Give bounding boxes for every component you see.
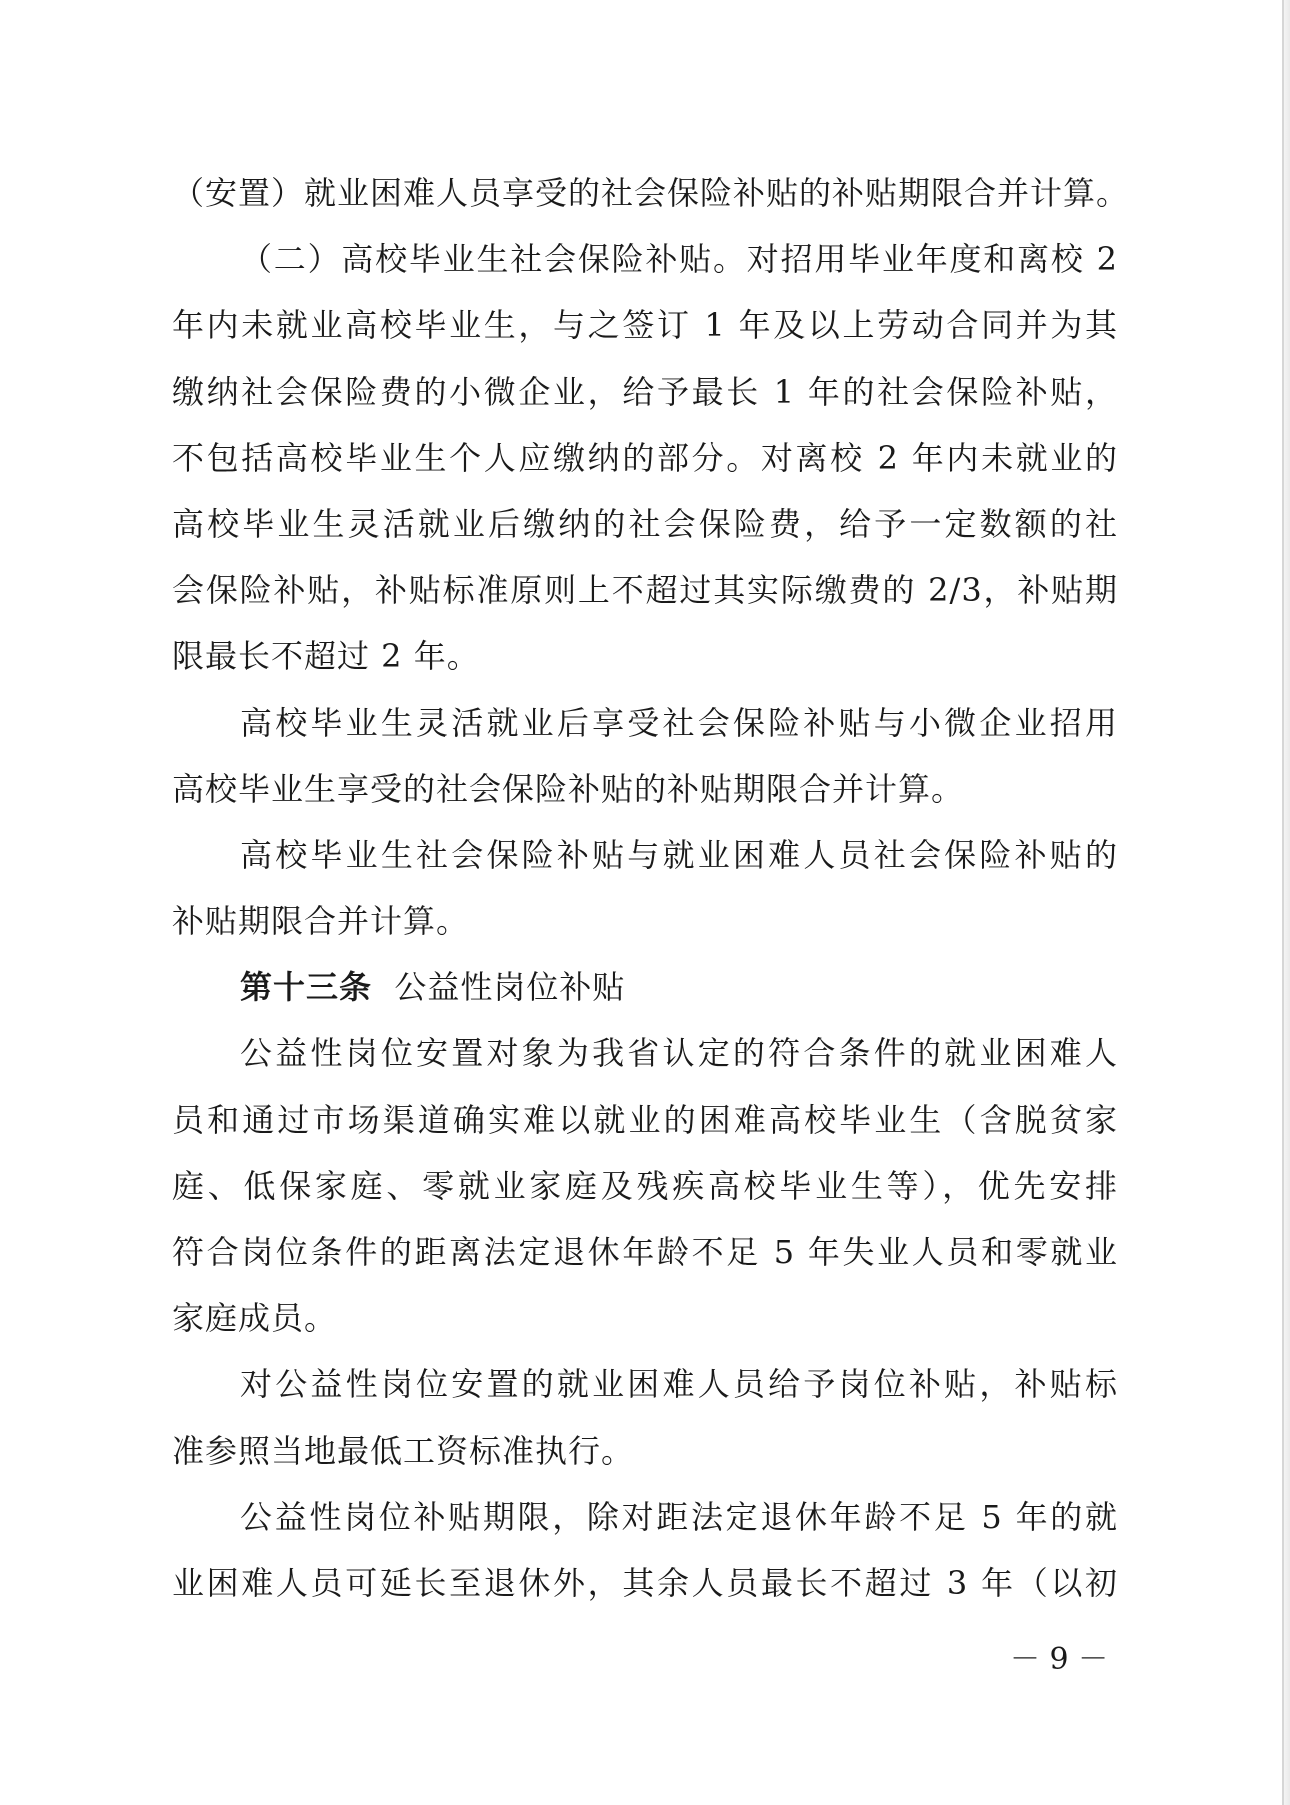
page-number: － 9 －: [1010, 1642, 1109, 1677]
text-line: 对公益性岗位安置的就业困难人员给予岗位补贴，补贴标: [240, 1365, 1118, 1404]
text-line: （二）高校毕业生社会保险补贴。对招用毕业年度和离校 2: [240, 240, 1118, 279]
text-line: 限最长不超过 2 年。: [172, 637, 480, 676]
text-line: 高校毕业生社会保险补贴与就业困难人员社会保险补贴的: [240, 835, 1118, 874]
text-line: 年内未就业高校毕业生，与之签订 1 年及以上劳动合同并为其: [172, 306, 1118, 345]
text-line: 补贴期限合并计算。: [172, 902, 470, 941]
text-line: （安置）就业困难人员享受的社会保险补贴的补贴期限合并计算。: [172, 174, 1130, 212]
text-line: 会保险补贴，补贴标准原则上不超过其实际缴费的 2/3，补贴期: [172, 571, 1118, 610]
text-line: 家庭成员。: [172, 1299, 338, 1338]
text-line: 高校毕业生享受的社会保险补贴的补贴期限合并计算。: [172, 769, 965, 808]
text-line: 员和通过市场渠道确实难以就业的困难高校毕业生（含脱贫家: [172, 1100, 1118, 1139]
text-line: 缴纳社会保险费的小微企业，给予最长 1 年的社会保险补贴，: [172, 372, 1118, 411]
text-line: 准参照当地最低工资标准执行。: [172, 1431, 635, 1470]
page-edge-shade: [1284, 0, 1290, 1805]
article-number: 第十三条: [240, 968, 373, 1007]
text-line: 公益性岗位补贴期限，除对距法定退休年龄不足 5 年的就: [240, 1497, 1118, 1536]
text-line: 符合岗位条件的距离法定退休年龄不足 5 年失业人员和零就业: [172, 1233, 1118, 1271]
text-line: 公益性岗位安置对象为我省认定的符合条件的就业困难人: [240, 1034, 1118, 1073]
article-heading: [172, 954, 1118, 1020]
page-edge-line: [1282, 0, 1284, 1805]
article-title: 公益性岗位补贴: [394, 968, 626, 1007]
text-line: 高校毕业生灵活就业后缴纳的社会保险费，给予一定数额的社: [172, 504, 1118, 543]
document-body: [172, 160, 1130, 1616]
text-line: 庭、低保家庭、零就业家庭及残疾高校毕业生等），优先安排: [172, 1166, 1118, 1205]
text-line: 不包括高校毕业生个人应缴纳的部分。对离校 2 年内未就业的: [172, 438, 1118, 477]
text-line: 高校毕业生灵活就业后享受社会保险补贴与小微企业招用: [240, 703, 1118, 742]
text-line: 业困难人员可延长至退休外，其余人员最长不超过 3 年（以初: [172, 1563, 1118, 1602]
